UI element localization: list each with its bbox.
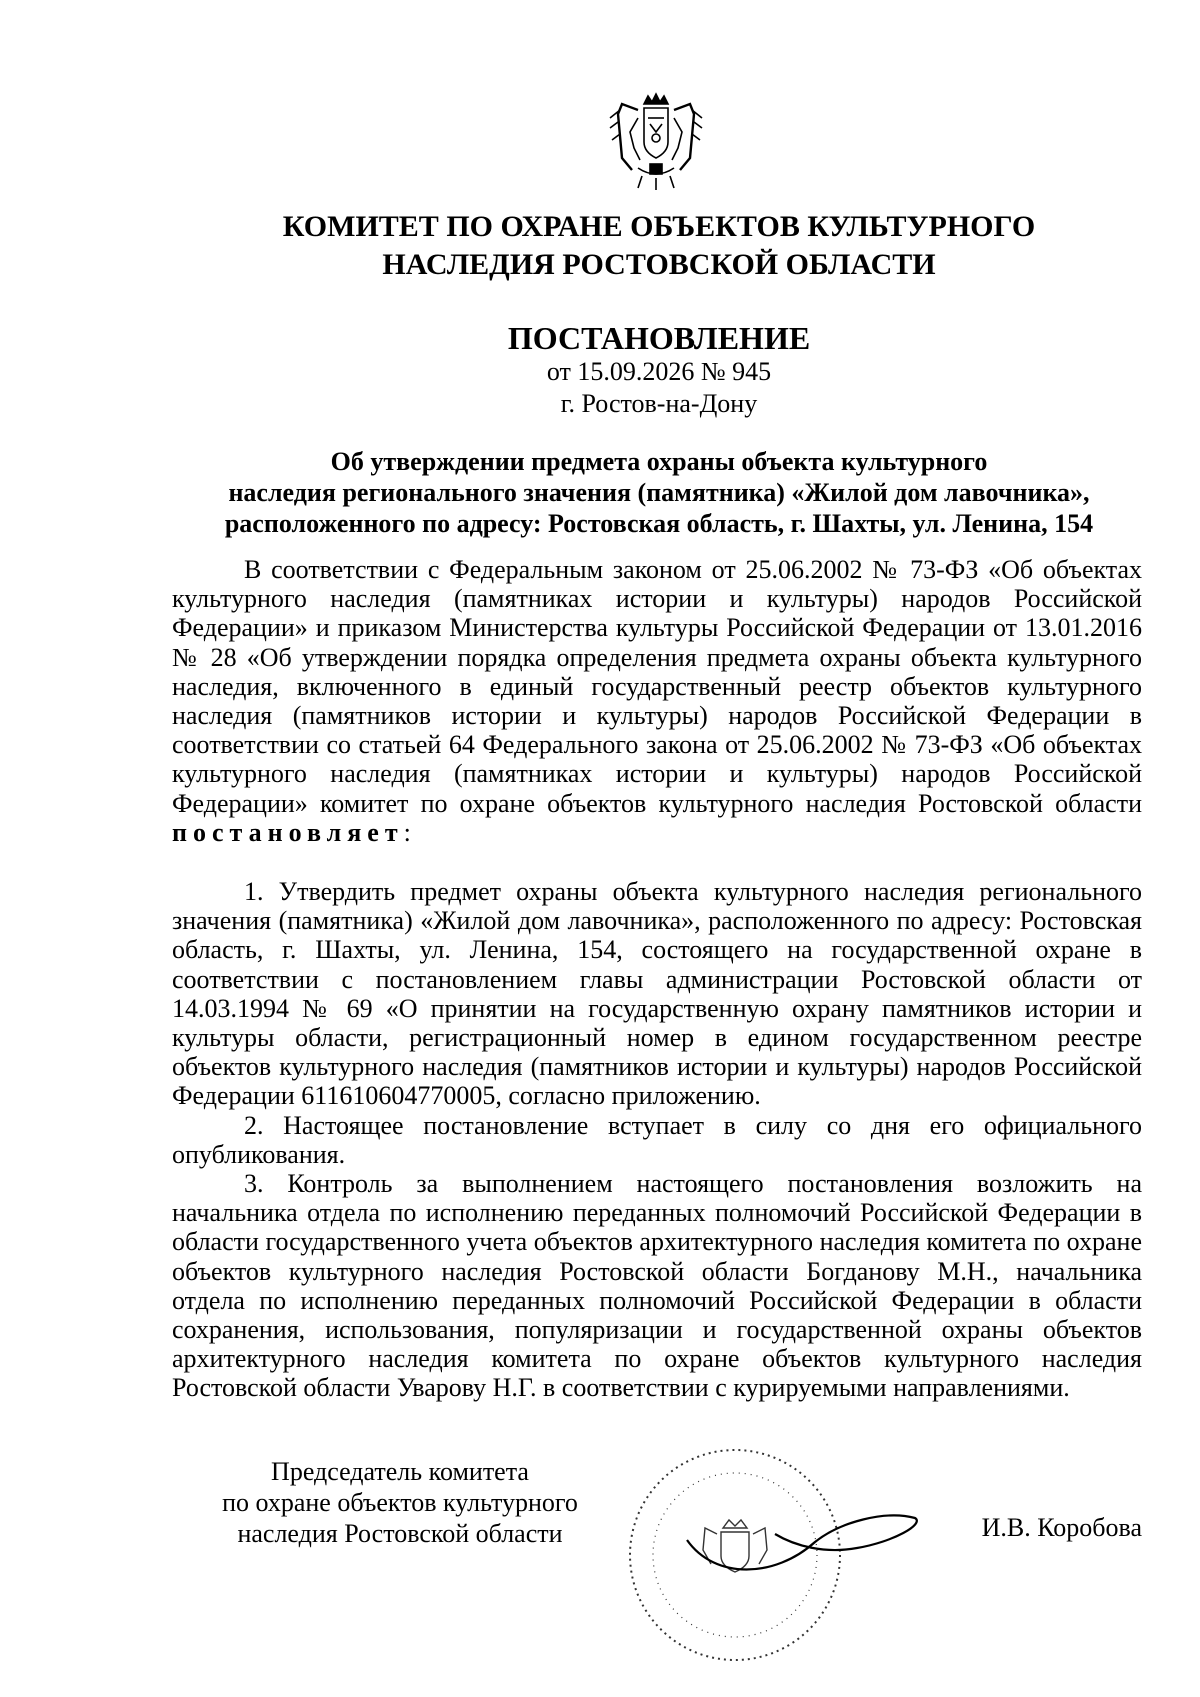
resolves-word: постановляет <box>172 817 404 847</box>
organization-title-line: КОМИТЕТ ПО ОХРАНЕ ОБЪЕКТОВ КУЛЬТУРНОГО <box>282 210 1036 243</box>
resolution-item-2: 2. Настоящее постановление вступает в силу со дня его официального опубликования. <box>172 1110 1142 1169</box>
preamble <box>172 555 1142 847</box>
document-place: г. Ростов-на-Дону <box>560 389 758 418</box>
resolution-item-1: 1. Утвердить предмет охраны объекта культурного наследия регионального значения (памятника) «Жилой дом лавочника», расположенного по адресу: Ростовская область, г. Шахты, ул. Ленина, 154, состоящего на государственной охране в соответствии с постановлением главы администрации Ростовской области от 14.03.1994 № 69 «О принятии на государственную охрану памятников истории и культуры области, регистрационный номер в едином государственном реестре объектов культурного наследия (памятников истории и культуры) народов Российской Федерации 611610604770005, согласно приложению. <box>172 877 1142 1111</box>
resolution-item-3: 3. Контроль за выполнением настоящего постановления возложить на начальника отдела по исполнению переданных полномочий Российской Федерации в области государственного учета объектов архитектурного наследия комитета по охране объектов культурного наследия Ростовской области Богданову М.Н., начальника отдела по исполнению переданных полномочий Российской Федерации в области сохранения, использования, популяризации и государственной охраны объектов архитектурного наследия комитета по охране объектов культурного наследия Ростовской области Уварову Н.Г. в соответствии с курируемыми направлениями. <box>172 1169 1142 1403</box>
resolution-items <box>172 877 1142 1403</box>
official-seal-stamp <box>625 1430 935 1690</box>
subject-line: Об утверждении предмета охраны объекта культурного <box>330 447 988 476</box>
signatory-position-line: по охране объектов культурного <box>222 1488 578 1517</box>
signatory-position-line: наследия Ростовской области <box>237 1519 563 1548</box>
document-date-number: от 15.09.2026 № 945 <box>546 357 772 386</box>
coat-of-arms-icon <box>608 88 704 192</box>
document-subject <box>150 446 1168 539</box>
preamble-paragraph <box>172 555 1142 847</box>
resolves-colon: : <box>403 817 411 847</box>
preamble-text: В соответствии с Федеральным законом от 25.06.2002 № 73-ФЗ «Об объектах культурного наследия (памятниках истории и культуры) народов Российской Федерации» и приказом Министерства культуры Российской Федерации от 13.01.2016 № 28 «Об утверждении порядка определения предмета охраны объекта культурного наследия, включенного в единый государственный реестр объектов культурного наследия (памятников истории и культуры) народов Российской Федерации в соответствии со статьей 64 Федерального закона от 25.06.2002 № 73-ФЗ «Об объектах культурного наследия (памятниках истории и культуры) народов Российской Федерации» комитет по охране объектов культурного наследия Ростовской области <box>172 555 1142 818</box>
document-type: ПОСТАНОВЛЕНИЕ <box>507 320 811 356</box>
subject-line: наследия регионального значения (памятника) «Жилой дом лавочника», <box>228 478 1090 507</box>
subject-line: расположенного по адресу: Ростовская область, г. Шахты, ул. Ленина, 154 <box>224 509 1094 538</box>
signatory-position-line: Председатель комитета <box>271 1457 529 1486</box>
signatory-position <box>190 1456 610 1549</box>
organization-title <box>150 208 1168 284</box>
signatory-name: И.В. Коробова <box>981 1513 1142 1542</box>
organization-title-line: НАСЛЕДИЯ РОСТОВСКОЙ ОБЛАСТИ <box>382 248 936 281</box>
